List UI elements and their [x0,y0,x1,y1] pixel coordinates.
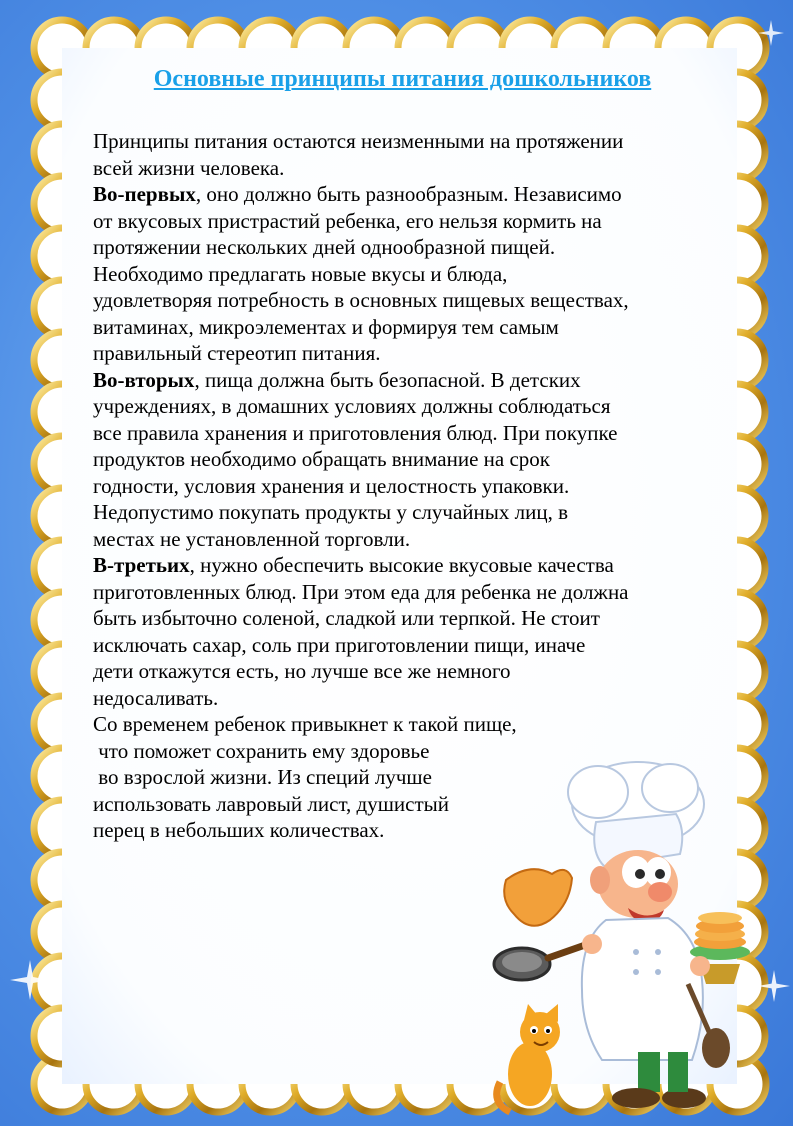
sparkle-icon [10,960,50,1000]
text-line [93,420,723,447]
text-line [93,526,723,553]
line-text: Необходимо предлагать новые вкусы и блюда, [93,261,508,286]
text-line [93,499,723,526]
text-line [93,446,723,473]
text-line [93,473,723,500]
line-text: , нужно обеспечить высокие вкусовые качества [189,553,614,577]
line-text: всей жизни человека. [93,155,285,180]
text-line [93,155,723,182]
sparkle-icon [758,20,784,46]
page-title: Основные принципы питания дошкольников [153,66,652,92]
line-text: , пища должна быть безопасной. В детских [194,367,581,392]
line-text: правильный стереотип питания. [93,341,381,365]
line-text: перец в небольших количествах. [93,818,385,842]
text-line [93,711,723,738]
text-line [93,181,723,208]
pancake-icon [504,869,572,926]
text-line [93,685,723,712]
line-text: продуктов необходимо обращать внимание на срок [93,447,551,471]
emphasis-word: Во-первых [93,182,196,206]
cat-icon [497,1004,560,1112]
line-text: исключать сахар, соль при приготовлении пищи, иначе [93,632,586,657]
text-line [93,632,723,659]
line-text: что поможет сохранить ему здоровье [93,738,430,763]
emphasis-word: Во-вторых [93,367,195,392]
text-line [93,393,723,420]
line-text: во взрослой жизни. Из специй лучше [93,765,432,789]
text-line [93,340,723,367]
line-text: недосаливать. [93,685,219,710]
line-text: , оно должно быть разнообразным. Независимо [195,182,622,206]
text-line [93,579,723,606]
body-text [93,128,723,844]
line-text: учреждениях, в домашних условиях должны соблюдаться [93,394,611,418]
text-line [93,208,723,235]
emphasis-word: В-третьих [93,553,190,577]
line-text: витаминах, микроэлементах и формируя тем самым [93,314,559,339]
line-text: использовать лавровый лист, душистый [93,791,449,816]
line-text: приготовленных блюд. При этом еда для ребенка не должна [93,579,629,604]
line-text: местах не установленной торговли. [93,526,411,551]
line-text: Недопустимо покупать продукты у случайных лиц, в [93,500,568,524]
line-text: годности, условия хранения и целостность упаковки. [93,473,570,498]
text-line [93,234,723,261]
text-line [93,261,723,288]
text-line [93,367,723,394]
line-text: протяжении нескольких дней однообразной пищей. [93,235,556,259]
text-line [93,552,723,579]
line-text: быть избыточно соленой, сладкой или терпкой. Не стоит [93,606,600,630]
pancake-stack-icon [690,912,750,984]
chef-illustration [488,752,788,1122]
text-line [93,128,723,155]
text-line [93,605,723,632]
line-text: Со временем ребенок привыкнет к такой пище, [93,712,517,736]
line-text: дети откажутся есть, но лучше все же немного [93,659,511,683]
sparkle-icon [758,970,790,1002]
line-text: удовлетворяя потребность в основных пищевых веществах, [93,288,629,312]
text-line [93,658,723,685]
line-text: от вкусовых пристрастий ребенка, его нельзя кормить на [93,208,602,233]
text-line [93,287,723,314]
text-line [93,314,723,341]
line-text: все правила хранения и приготовления блюд. При покупке [93,420,618,445]
line-text: Принципы питания остаются неизменными на протяжении [93,129,624,153]
